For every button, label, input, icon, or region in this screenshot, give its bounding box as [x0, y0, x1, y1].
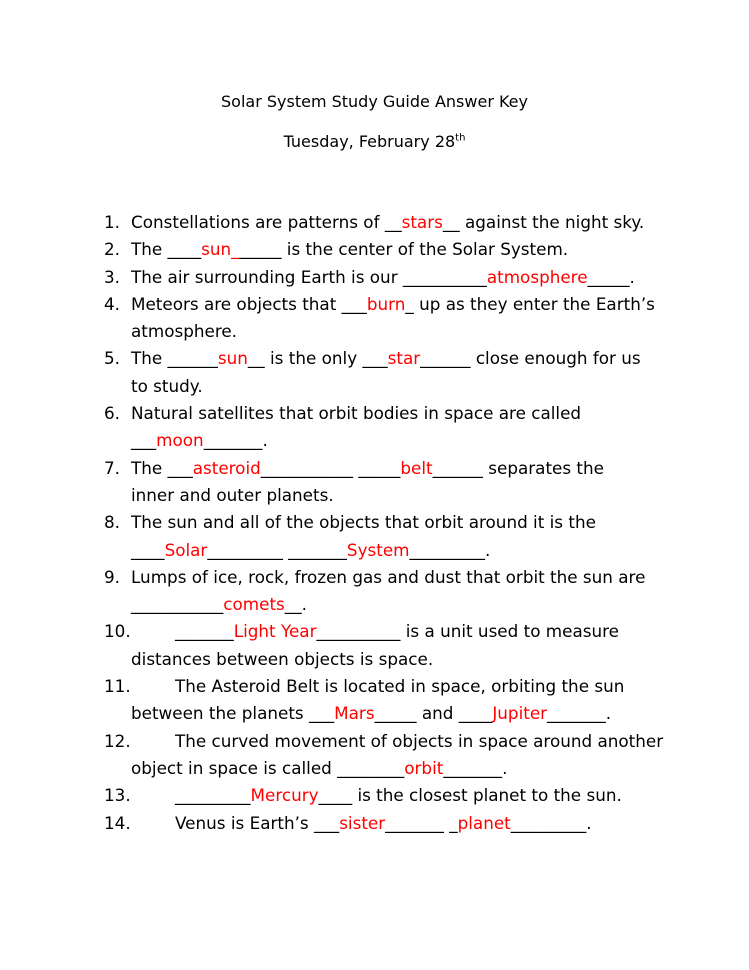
question-text: The ______	[131, 348, 218, 369]
question-text: _______.	[203, 430, 268, 451]
question-text: Venus is Earth’s ___	[175, 812, 340, 833]
question-number: 8.	[104, 512, 121, 533]
question-number: 13.	[104, 785, 131, 806]
question-text: The ____	[131, 239, 202, 260]
question-body	[131, 264, 661, 291]
question-text: object in space is called ________	[131, 757, 405, 778]
question-item	[0, 264, 749, 291]
answer-text: planet	[457, 812, 511, 833]
question-text: _______.	[443, 757, 508, 778]
question-text: ____	[131, 539, 165, 560]
question-number: 12.	[104, 730, 131, 751]
question-text: _____ is the center of the Solar System.	[239, 239, 569, 260]
question-body	[131, 782, 661, 809]
question-text: to study.	[131, 375, 203, 396]
question-list	[0, 209, 749, 837]
question-line	[131, 618, 661, 645]
answer-text: System	[346, 539, 410, 560]
question-line	[131, 646, 661, 673]
question-item	[0, 455, 749, 510]
answer-text: comets	[223, 594, 285, 615]
question-line	[131, 427, 661, 454]
question-text: _________	[175, 785, 251, 806]
question-text: ___	[131, 430, 157, 451]
question-text: Natural satellites that orbit bodies in space are called	[131, 403, 582, 424]
question-number: 2.	[104, 239, 121, 260]
question-line	[131, 564, 661, 591]
answer-text: Light Year	[233, 621, 317, 642]
question-text: __ against the night sky.	[442, 212, 645, 232]
question-line	[131, 591, 661, 618]
question-item	[0, 564, 749, 619]
answer-text: star	[387, 348, 421, 369]
question-text: ______ close enough for us	[420, 348, 641, 369]
page-title: Solar System Study Guide Answer Key	[221, 92, 528, 111]
answer-text: sun_	[201, 239, 240, 260]
question-item	[0, 209, 749, 236]
question-line	[131, 537, 661, 564]
question-number: 14.	[104, 812, 131, 833]
question-line	[131, 345, 661, 372]
question-text: __________ is a unit used to measure	[316, 621, 619, 642]
question-line	[131, 755, 661, 782]
question-item	[0, 509, 749, 564]
question-line	[131, 509, 661, 536]
question-number: 3.	[104, 266, 121, 287]
page-date	[0, 132, 749, 152]
question-line	[131, 209, 661, 236]
question-text: ___________ _____	[260, 457, 401, 478]
question-text: ______ separates the	[432, 457, 604, 478]
question-line	[131, 373, 661, 400]
question-number: 6.	[104, 403, 121, 424]
answer-text: belt	[400, 457, 433, 478]
question-text: ___________	[131, 594, 224, 615]
question-line	[131, 482, 661, 509]
question-text: between the planets ___	[131, 703, 335, 724]
question-item	[0, 291, 749, 346]
question-number: 4.	[104, 293, 121, 314]
question-body	[131, 810, 661, 837]
question-text: _______	[175, 621, 234, 642]
answer-text: stars	[401, 212, 443, 232]
question-item	[0, 345, 749, 400]
question-number: 5.	[104, 348, 121, 369]
question-body	[131, 728, 664, 783]
answer-text: burn	[366, 293, 406, 314]
question-line	[131, 455, 661, 482]
question-body	[131, 564, 661, 619]
question-line	[131, 291, 661, 318]
question-line	[131, 810, 661, 837]
question-body	[131, 345, 661, 400]
question-text: _______ _	[385, 812, 458, 833]
question-line	[131, 264, 661, 291]
question-number: 10.	[104, 621, 131, 642]
question-text: Constellations are patterns of __	[131, 212, 402, 232]
question-body	[131, 673, 661, 728]
question-text: _ up as they enter the Earth’s	[405, 293, 655, 314]
question-item	[0, 400, 749, 455]
date-suffix: th	[455, 132, 466, 144]
question-text: __.	[284, 594, 307, 615]
question-line	[131, 236, 661, 263]
question-line	[131, 318, 661, 345]
question-text: atmosphere.	[131, 321, 238, 342]
question-line	[131, 673, 661, 700]
question-body	[131, 209, 661, 236]
answer-text: orbit	[404, 757, 444, 778]
answer-text: sister	[339, 812, 386, 833]
question-number: 7.	[104, 457, 121, 478]
question-text: The sun and all of the objects that orbit around it is the	[131, 512, 596, 533]
question-text: _________ _______	[207, 539, 347, 560]
question-item	[0, 673, 749, 728]
answer-text: Mercury	[250, 785, 319, 806]
answer-text: sun	[217, 348, 248, 369]
question-line	[131, 728, 664, 755]
question-text: The Asteroid Belt is located in space, orbiting the sun	[175, 676, 625, 697]
question-text: __ is the only ___	[247, 348, 388, 369]
question-body	[131, 400, 661, 455]
question-text: The air surrounding Earth is our __________	[131, 266, 487, 287]
question-number: 9.	[104, 566, 121, 587]
question-text: _____.	[587, 266, 635, 287]
question-line	[131, 782, 661, 809]
question-body	[131, 291, 661, 346]
question-text: _________.	[510, 812, 592, 833]
answer-text: Jupiter	[492, 703, 548, 724]
question-number: 1.	[104, 212, 121, 232]
answer-text: asteroid	[192, 457, 261, 478]
question-text: ____ is the closest planet to the sun.	[318, 785, 622, 806]
question-text: Meteors are objects that ___	[131, 293, 367, 314]
question-item	[0, 236, 749, 263]
question-text: _________.	[409, 539, 491, 560]
question-item	[0, 618, 749, 673]
question-text: inner and outer planets.	[131, 484, 334, 505]
question-text: The ___	[131, 457, 193, 478]
question-text: The curved movement of objects in space around another	[175, 730, 664, 751]
question-body	[131, 455, 661, 510]
answer-text: moon	[156, 430, 204, 451]
answer-text: atmosphere	[486, 266, 588, 287]
question-line	[131, 400, 661, 427]
question-number: 11.	[104, 676, 131, 697]
question-text: _____ and ____	[374, 703, 493, 724]
question-text: distances between objects is space.	[131, 648, 434, 669]
question-body	[131, 236, 661, 263]
question-text: Lumps of ice, rock, frozen gas and dust that orbit the sun are	[131, 566, 646, 587]
question-body	[131, 509, 661, 564]
question-body	[131, 618, 661, 673]
question-item	[0, 810, 749, 837]
question-text: _______.	[547, 703, 612, 724]
question-line	[131, 700, 661, 727]
answer-text: Solar	[164, 539, 208, 560]
answer-text: Mars	[334, 703, 375, 724]
date-text: Tuesday, February 28	[283, 132, 456, 151]
question-item	[0, 728, 749, 783]
question-item	[0, 782, 749, 809]
